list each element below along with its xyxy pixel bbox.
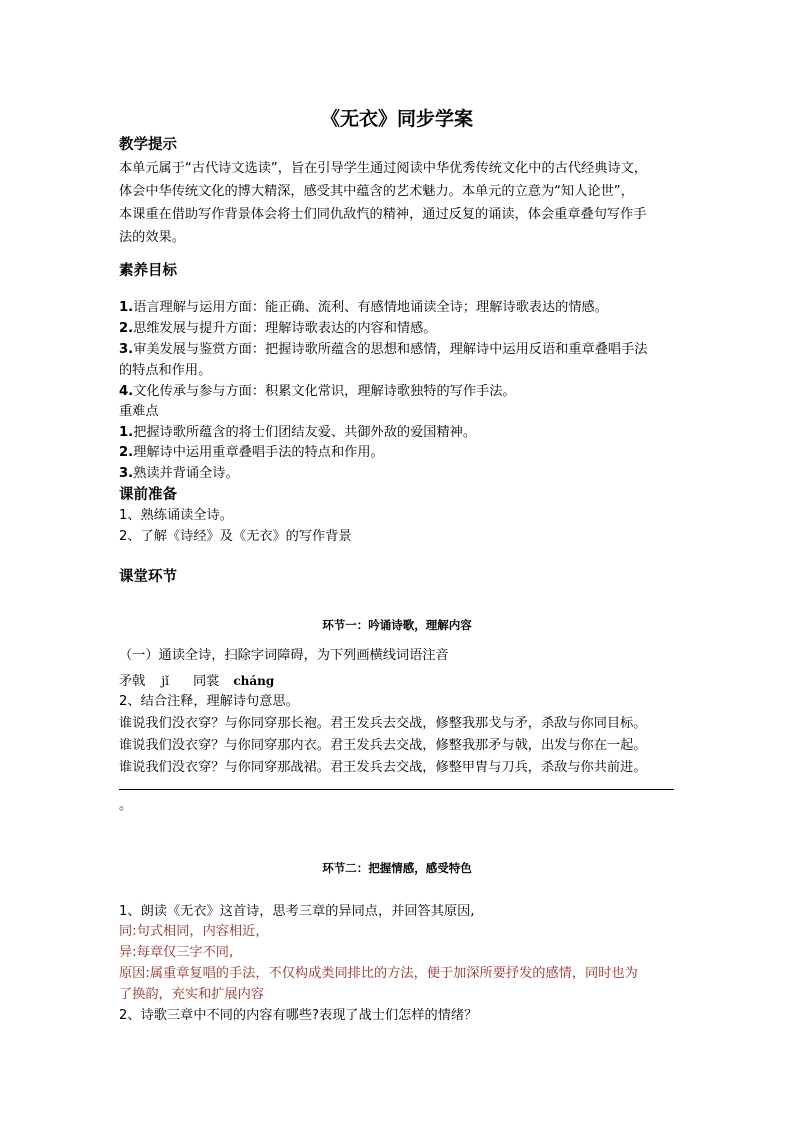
vocab-word: 矛戟 [119, 674, 146, 689]
part1-question-2: 2、结合注释，理解诗句意思。 [119, 694, 299, 709]
goal-item [119, 299, 608, 317]
teaching-tips-line: 本课重在借助写作背景体会将士们同仇敌忾的精神，通过反复的诵读，体会重章叠句写作手 [119, 207, 647, 222]
goal-item [119, 320, 437, 338]
translation-line: 谁说我们没衣穿？与你同穿那战裙。君王发兵去交战，修整甲胄与刀兵，杀敌与你共前进。 [119, 760, 647, 775]
teaching-tips-line: 体会中华传统文化的博大精深，感受其中蕴含的艺术魅力。本单元的立意为“知人论世”， [119, 184, 634, 199]
class-section-heading: 课堂环节 [119, 569, 177, 585]
key-point-number: 1. [119, 425, 134, 440]
translation-line: 谁说我们没衣穿？与你同穿那长袍。君王发兵去交战，修整我那戈与矛，杀敌与你同目标。 [119, 716, 647, 731]
goal-text: 的特点和作用。 [119, 363, 212, 378]
goal-text: 审美发展与鉴赏方面：把握诗歌所蕴含的思想和感情，理解诗中运用反语和重章叠唱手法 [133, 342, 648, 357]
goal-item [119, 341, 648, 359]
key-points-heading: 重难点 [119, 404, 159, 419]
preparation-item: 2、了解《诗经》及《无衣》的写作背景 [119, 529, 352, 544]
goal-item [119, 362, 211, 380]
key-point-item [119, 424, 476, 442]
teaching-tips-heading: 教学提示 [119, 137, 177, 153]
part2-heading: 环节二：把握情感，感受特色 [322, 861, 472, 875]
teaching-tips-line: 法的效果。 [119, 230, 185, 245]
answer-same: 同:句式相同，内容相近， [119, 924, 269, 939]
teaching-tips-line: 本单元属于“古代诗文选读”，旨在引导学生通过阅读中华优秀传统文化中的古代经典诗文， [119, 161, 647, 176]
trailing-period: 。 [119, 798, 133, 813]
answer-reason: 原因:属重章复唱的手法，不仅构成类同排比的方法，便于加深所要抒发的感情，同时也为 [119, 966, 638, 981]
goal-number: 3. [119, 342, 134, 357]
part1-heading: 环节一：吟诵诗歌，理解内容 [322, 618, 472, 632]
goal-number: 2. [119, 321, 134, 336]
goal-item [119, 383, 516, 401]
goal-number: 1. [119, 300, 134, 315]
part2-question-1: 1、朗读《无衣》这首诗，思考三章的异同点，并回答其原因, [119, 904, 475, 919]
goals-heading: 素养目标 [119, 263, 177, 279]
vocab-pinyin: jǐ [161, 674, 169, 688]
goal-text: 文化传承与参与方面：积累文化常识，理解诗歌独特的写作手法。 [133, 384, 516, 399]
answer-underline [119, 789, 674, 790]
part1-question-1: （一）通读全诗，扫除字词障碍，为下列画横线词语注音 [119, 648, 449, 663]
vocab-pinyin: cháng [233, 674, 275, 688]
key-point-text: 理解诗中运用重章叠唱手法的特点和作用。 [133, 445, 384, 460]
part2-question-2: 2、诗歌三章中不同的内容有哪些?表现了战士们怎样的情绪？ [119, 1008, 478, 1023]
goal-number: 4. [119, 384, 134, 399]
key-point-text: 熟读并背诵全诗。 [133, 466, 239, 481]
key-point-item [119, 465, 239, 483]
preparation-item: 1、熟练诵读全诗。 [119, 508, 233, 523]
pinyin-row [119, 672, 274, 691]
preparation-heading: 课前准备 [119, 487, 177, 503]
answer-reason: 了换韵，充实和扩展内容 [119, 987, 265, 1002]
answer-diff: 异:每章仅三字不同, [119, 945, 234, 960]
translation-line: 谁说我们没衣穿？与你同穿那内衣。君王发兵去交战，修整我那矛与戟，出发与你在一起。 [119, 738, 647, 753]
key-point-text: 把握诗歌所蕴含的将士们团结友爱、共御外敌的爱国精神。 [133, 425, 477, 440]
vocab-word: 同裳 [192, 674, 220, 689]
key-point-item [119, 444, 384, 462]
goal-text: 语言理解与运用方面：能正确、流利、有感情地诵读全诗；理解诗歌表达的情感。 [133, 300, 608, 315]
page-title: 《无衣》同步学案 [320, 108, 473, 130]
key-point-number: 2. [119, 445, 134, 460]
key-point-number: 3. [119, 466, 134, 481]
goal-text: 思维发展与提升方面：理解诗歌表达的内容和情感。 [133, 321, 437, 336]
